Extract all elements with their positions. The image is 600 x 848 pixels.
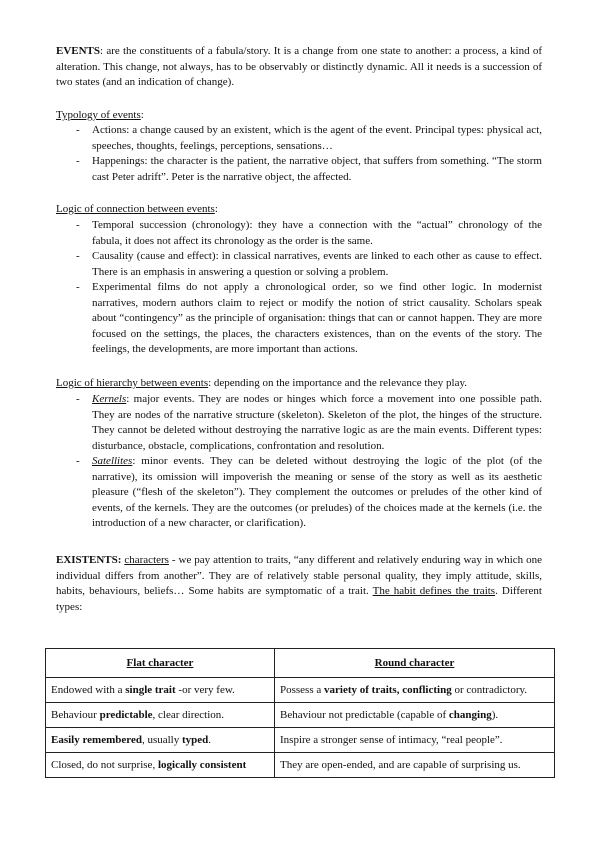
connection-item-experimental: Experimental films do not apply a chronological order, so we find other logic. In modernist narratives, modern authors claim to reject or modify the notion of strict causality. Scholars speak about “contingency” as the principle of organisation: things that can or cannot happen. They are more focused on the settings, the places, the characters existences, than on the events of the story. The feelings, the developments, are more important than actions. [92, 281, 542, 355]
cell-text: Inspire a stronger sense of intimacy, “real people”. [280, 734, 503, 746]
table-row [46, 703, 555, 728]
table-cell [275, 753, 555, 778]
cell-text: -or very few. [175, 684, 235, 696]
list-item [56, 218, 542, 249]
cell-bold: single trait [125, 684, 176, 696]
typology-heading [56, 108, 144, 124]
table-row [46, 753, 555, 778]
existents-text: - we pay attention to traits, “any different and relatively enduring way in which one individual differs from another”. They are of relatively stable personal quality, they imply attitude, skills, habits, behaviours, beliefs… Some habits are symptomatic of a trait. [56, 554, 542, 597]
cell-text: . [208, 734, 212, 746]
table-cell [46, 703, 275, 728]
cell-text: , usually [141, 734, 182, 746]
cell-bold: variety of traits, conflicting [324, 684, 452, 696]
hierarchy-list [56, 392, 542, 532]
kernels-text: : major events. They are nodes or hinges which force a movement into one possible path. They are nodes of the narrative structure (skeleton). Skeleton of the plot, the hinges of the structure. They cannot be deleted without destroying the narrative logic as are the main events. Different types: disturbance, obstacle, complications, confrontation and resolution. [92, 393, 542, 452]
existents-characters: characters [124, 554, 169, 566]
table-cell [275, 728, 555, 753]
typology-item-happenings: Happenings: the character is the patient, the narrative object, that suffers from something. “The storm cast Peter adrift”. Peter is the narrative object, the affected. [92, 155, 542, 183]
satellites-term: Satellites [92, 455, 133, 467]
existents-term: EXISTENTS: [56, 554, 122, 566]
existents-habit: The habit defines the traits [372, 585, 496, 597]
list-item [56, 392, 542, 454]
list-item [56, 454, 542, 532]
cell-text: Endowed with a [51, 684, 126, 696]
table-row [46, 728, 555, 753]
cell-bold: Easily remembered [51, 734, 142, 746]
dash-bullet: - [76, 281, 80, 293]
connection-heading-text: Logic of connection between events [56, 203, 215, 215]
flat-character-header: Flat character [46, 649, 275, 678]
cell-bold: predictable [99, 709, 153, 721]
kernels-term: Kernels [92, 393, 127, 405]
list-item [56, 249, 542, 280]
connection-colon: : [214, 203, 218, 215]
table-cell [275, 678, 555, 703]
connection-item-causality: Causality (cause and effect): in classical narratives, events are linked to each other as cause to effect. There is an emphasis in answering a question or solving a problem. [92, 250, 542, 278]
round-character-header: Round character [275, 649, 555, 678]
cell-bold: changing [448, 709, 492, 721]
cell-bold: logically consistent [157, 759, 247, 771]
existents-end: . Different types: [56, 585, 542, 613]
existents-paragraph [56, 553, 542, 615]
list-item [56, 123, 542, 154]
events-paragraph [56, 44, 542, 91]
dash-bullet: - [76, 124, 80, 136]
typology-item-actions: Actions: a change caused by an existent, which is the agent of the event. Principal types: physical act, speeches, thoughts, feelings, perceptions, sensations… [92, 124, 542, 152]
cell-bold: typed [181, 734, 209, 746]
character-types-table [45, 648, 555, 778]
hierarchy-heading: Logic of hierarchy between events [56, 377, 209, 389]
table-cell [275, 703, 555, 728]
events-text: : are the constituents of a fabula/story. It is a change from one state to another: a process, a kind of alteration. This change, not always, has to be observably or distinctly dynamic. All it needs is a succession of two states (and an indication of change). [56, 45, 542, 88]
dash-bullet: - [76, 455, 80, 467]
table-cell [46, 678, 275, 703]
cell-text: They are open-ended, and are capable of surprising us. [280, 759, 521, 771]
table-cell [46, 728, 275, 753]
dash-bullet: - [76, 219, 80, 231]
cell-text: Closed, do not surprise, [51, 759, 158, 771]
hierarchy-heading-line [56, 376, 542, 392]
events-term: EVENTS [56, 45, 101, 57]
cell-text: ). [491, 709, 499, 721]
table-row [46, 678, 555, 703]
dash-bullet: - [76, 393, 80, 405]
connection-list [56, 218, 542, 358]
hierarchy-intro: : depending on the importance and the relevance they play. [208, 377, 468, 389]
connection-item-temporal: Temporal succession (chronology): they have a connection with the “actual” chronology of the fabula, it does not affect its chronology as the order is the same. [92, 219, 542, 247]
typology-colon: : [140, 109, 144, 121]
cell-text: Behaviour not predictable (capable of [280, 709, 449, 721]
cell-text: , clear direction. [152, 709, 225, 721]
list-item [56, 154, 542, 185]
list-item [56, 280, 542, 358]
dash-bullet: - [76, 250, 80, 262]
typology-heading-text: Typology of events [56, 109, 141, 121]
cell-text: Behaviour [51, 709, 100, 721]
table-cell [46, 753, 275, 778]
dash-bullet: - [76, 155, 80, 167]
satellites-text: : minor events. They can be deleted without destroying the logic of the plot (of the narrative), its omission will impoverish the meaning or sense of the story as well as its aesthetic pleasure (“flesh of the skeleton”). They complement the outcomes or preludes of the other kind of events, of the kernels. They are the outcomes (or preludes) of the choices made at the kernels (i.e. the introduction of a new character, or clarification). [92, 455, 542, 529]
connection-heading [56, 202, 218, 218]
cell-text: or contradictory. [451, 684, 528, 696]
cell-text: Possess a [280, 684, 325, 696]
table-header-row [46, 649, 555, 678]
typology-list [56, 123, 542, 185]
